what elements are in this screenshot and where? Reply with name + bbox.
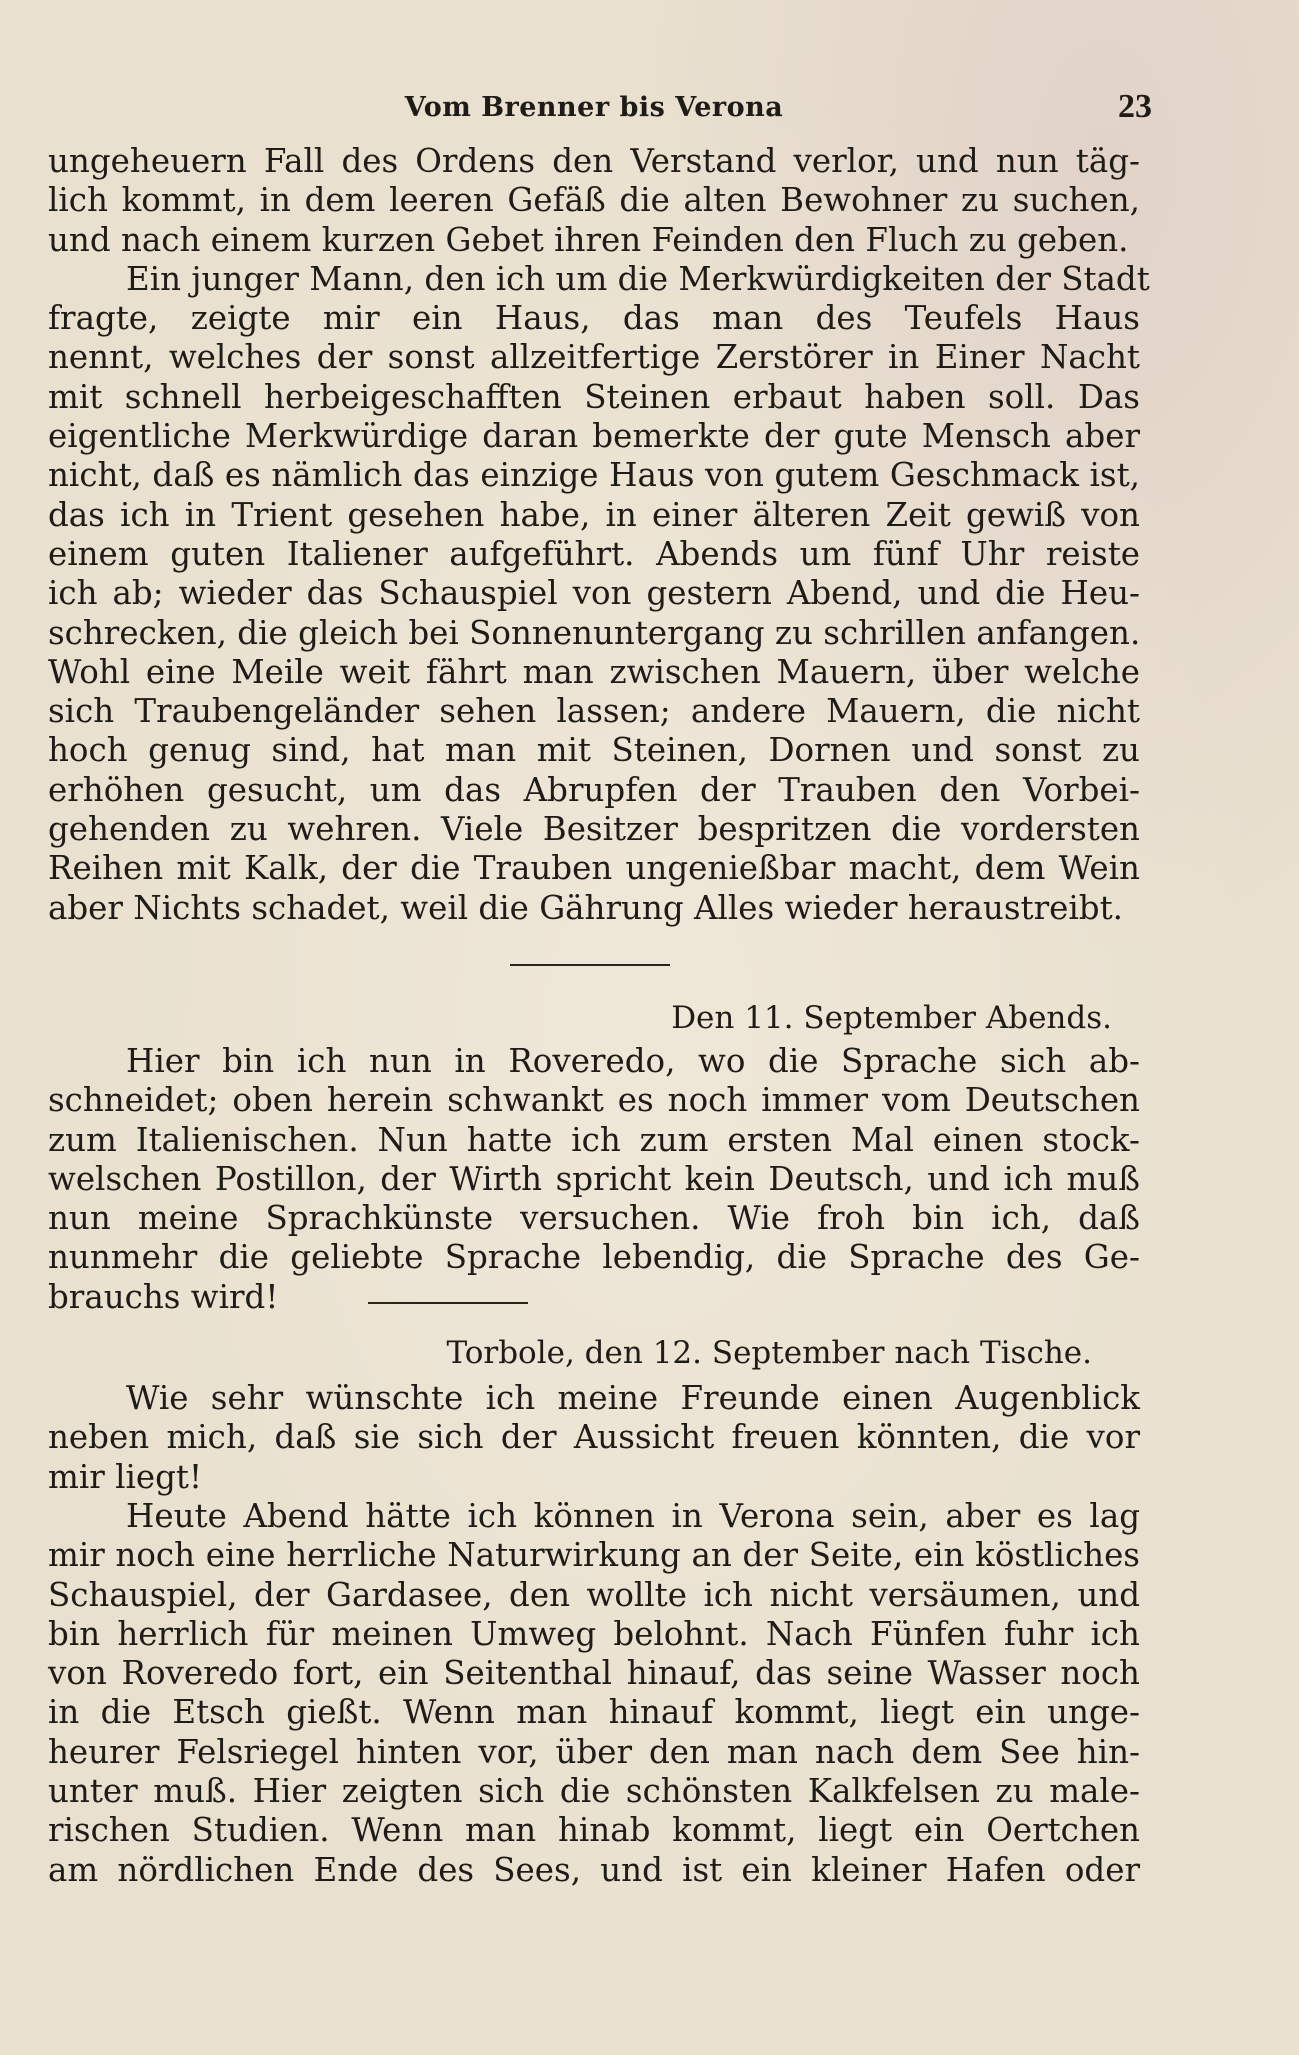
text-line: rischen Studien. Wenn man hinab kommt, liegt ein Oertchen <box>48 1811 1140 1850</box>
text-line: bin herrlich für meinen Umweg belohnt. Nach Fünfen fuhr ich <box>48 1614 1140 1653</box>
text-line: heurer Felsriegel hinten vor, über den man nach dem See hin- <box>48 1732 1140 1771</box>
text-line: mir noch eine herrliche Naturwirkung an der Seite, ein köstliches <box>48 1536 1140 1575</box>
page-number: 23 <box>1118 88 1152 125</box>
section-torbole <box>48 1379 1140 1890</box>
text-line: Wie sehr wünschte ich meine Freunde einen Augenblick <box>126 1379 1140 1418</box>
text-line: Wohl eine Meile weit fährt man zwischen Mauern, über welche <box>48 652 1140 691</box>
text-line: Hier bin ich nun in Roveredo, wo die Sprache sich ab- <box>126 1041 1140 1080</box>
text-line: schneidet; oben herein schwankt es noch immer vom Deutschen <box>48 1081 1140 1120</box>
text-line: mir liegt! <box>48 1457 203 1496</box>
section-divider <box>368 1302 528 1304</box>
text-line: ungeheuern Fall des Ordens den Verstand verlor, und nun täg- <box>48 142 1140 180</box>
text-line: nun meine Sprachkünste versuchen. Wie froh bin ich, daß <box>48 1199 1140 1238</box>
text-line: einem guten Italiener aufgeführt. Abends um fünf Uhr reiste <box>48 534 1140 573</box>
section-divider <box>510 964 670 966</box>
text-line: gehenden zu wehren. Viele Besitzer bespritzen die vordersten <box>48 810 1140 849</box>
text-line: nennt, welches der sonst allzeitfertige Zerstörer in Einer Nacht <box>48 338 1140 377</box>
dateline-torbole: Torbole, den 12. September nach Tische. <box>446 1335 1092 1372</box>
text-line: welschen Postillon, der Wirth spricht kein Deutsch, und ich muß <box>48 1159 1140 1198</box>
text-line <box>48 1278 1140 1317</box>
text-line: Ein junger Mann, den ich um die Merkwürdigkeiten der Stadt <box>126 259 1150 298</box>
text-line: fragte, zeigte mir ein Haus, das man des Teufels Haus <box>48 299 1140 338</box>
text-line: lich kommt, in dem leeren Gefäß die alten Bewohner zu suchen, <box>48 181 1140 220</box>
text-line: Schauspiel, der Gardasee, den wollte ich nicht versäumen, und <box>48 1575 1140 1614</box>
text-line: aber Nichts schadet, weil die Gährung Alles wieder heraustreibt. <box>48 888 1123 927</box>
text-line: ich ab; wieder das Schauspiel von gestern Abend, und die Heu- <box>48 574 1140 613</box>
text-line: neben mich, daß sie sich der Aussicht freuen könnten, die vor <box>48 1418 1140 1457</box>
text-line: sich Traubengeländer sehen lassen; andere Mauern, die nicht <box>48 692 1140 731</box>
text-line: von Roveredo fort, ein Seitenthal hinauf, das seine Wasser noch <box>48 1654 1140 1693</box>
text-line: erhöhen gesucht, um das Abrupfen der Trauben den Vorbei- <box>48 770 1140 809</box>
section-roveredo <box>48 1042 1140 1317</box>
page-content <box>48 88 1152 1890</box>
running-title: Vom Brenner bis Verona <box>404 92 784 123</box>
section-trient <box>48 142 1150 928</box>
text-line: schrecken, die gleich bei Sonnenuntergang zu schrillen anfangen. <box>48 613 1141 652</box>
text-line: das ich in Trient gesehen habe, in einer älteren Zeit gewiß von <box>48 495 1140 534</box>
running-head <box>48 88 1152 142</box>
text-line: eigentliche Merkwürdige daran bemerkte der gute Mensch aber <box>48 417 1140 456</box>
text-line: und nach einem kurzen Gebet ihren Feinden den Fluch zu geben. <box>48 220 1129 259</box>
text-line: nunmehr die geliebte Sprache lebendig, die Sprache des Ge- <box>48 1238 1140 1277</box>
dateline-roveredo: Den 11. September Abends. <box>671 999 1112 1036</box>
text-line: mit schnell herbeigeschafften Steinen erbaut haben soll. Das <box>48 377 1140 416</box>
text-line: Reihen mit Kalk, der die Trauben ungenießbar macht, dem Wein <box>48 849 1140 888</box>
text-line: unter muß. Hier zeigten sich die schönsten Kalkfelsen zu male- <box>48 1771 1140 1810</box>
text-line-end: brauchs wird! <box>48 1277 279 1316</box>
text-line: in die Etsch gießt. Wenn man hinauf kommt, liegt ein unge- <box>48 1693 1140 1732</box>
text-line: nicht, daß es nämlich das einzige Haus von gutem Geschmack ist, <box>48 456 1140 495</box>
text-line: Heute Abend hätte ich können in Verona sein, aber es lag <box>126 1496 1140 1535</box>
text-line: hoch genug sind, hat man mit Steinen, Dornen und sonst zu <box>48 731 1140 770</box>
text-line: am nördlichen Ende des Sees, und ist ein kleiner Hafen oder <box>48 1850 1140 1889</box>
text-line: zum Italienischen. Nun hatte ich zum ersten Mal einen stock- <box>48 1120 1140 1159</box>
